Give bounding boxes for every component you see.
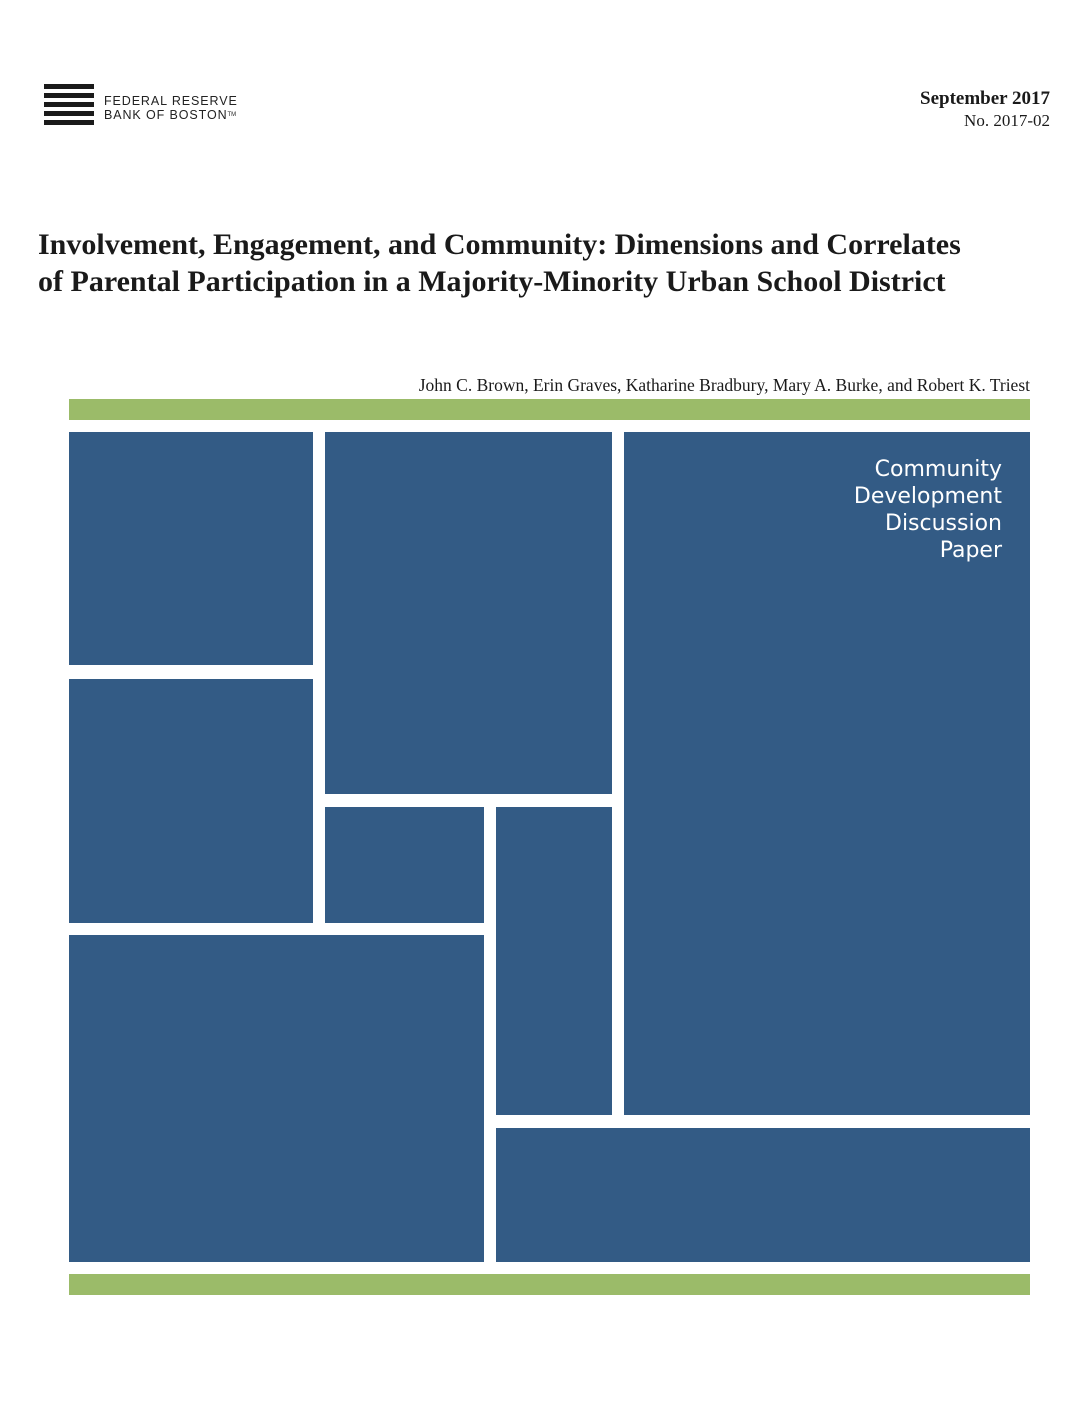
bottom-green-bar: [69, 1274, 1030, 1295]
federal-reserve-stripes-icon: [44, 84, 94, 124]
tile-middle-left: [69, 679, 313, 923]
paper-number: No. 2017-02: [964, 111, 1050, 130]
tile-small-center: [325, 807, 484, 923]
series-line-2: Development: [853, 484, 1002, 509]
series-line-1: Community: [874, 457, 1002, 482]
paper-title: [38, 226, 1048, 300]
author-list: John C. Brown, Erin Graves, Katharine Bradbury, Mary A. Burke, and Robert K. Triest: [418, 375, 1030, 395]
publication-info: [920, 88, 1050, 132]
federal-reserve-logo: [44, 84, 284, 128]
series-line-4: Paper: [939, 538, 1002, 563]
logo-text: [104, 94, 238, 122]
publication-date: September 2017: [920, 88, 1050, 109]
tile-bottom-right: [496, 1128, 1030, 1262]
logo-line-1: FEDERAL RESERVE: [104, 94, 238, 108]
logo-line-2: [104, 108, 238, 122]
title-line-1: Involvement, Engagement, and Community: Dimensions and Correlates: [38, 228, 961, 261]
trademark-mark: TM: [227, 112, 237, 118]
tile-top-center: [325, 432, 612, 794]
logo-line-2-text: BANK OF BOSTON: [104, 108, 228, 122]
series-line-3: Discussion: [885, 511, 1002, 536]
top-green-bar: [69, 399, 1030, 420]
title-line-2: of Parental Participation in a Majority-Minority Urban School District: [38, 265, 946, 298]
tile-bottom-left: [69, 935, 484, 1262]
tile-narrow-center: [496, 807, 612, 1115]
tile-top-left: [69, 432, 313, 665]
tile-large-right: [624, 432, 1030, 1115]
series-label: [854, 456, 1002, 564]
